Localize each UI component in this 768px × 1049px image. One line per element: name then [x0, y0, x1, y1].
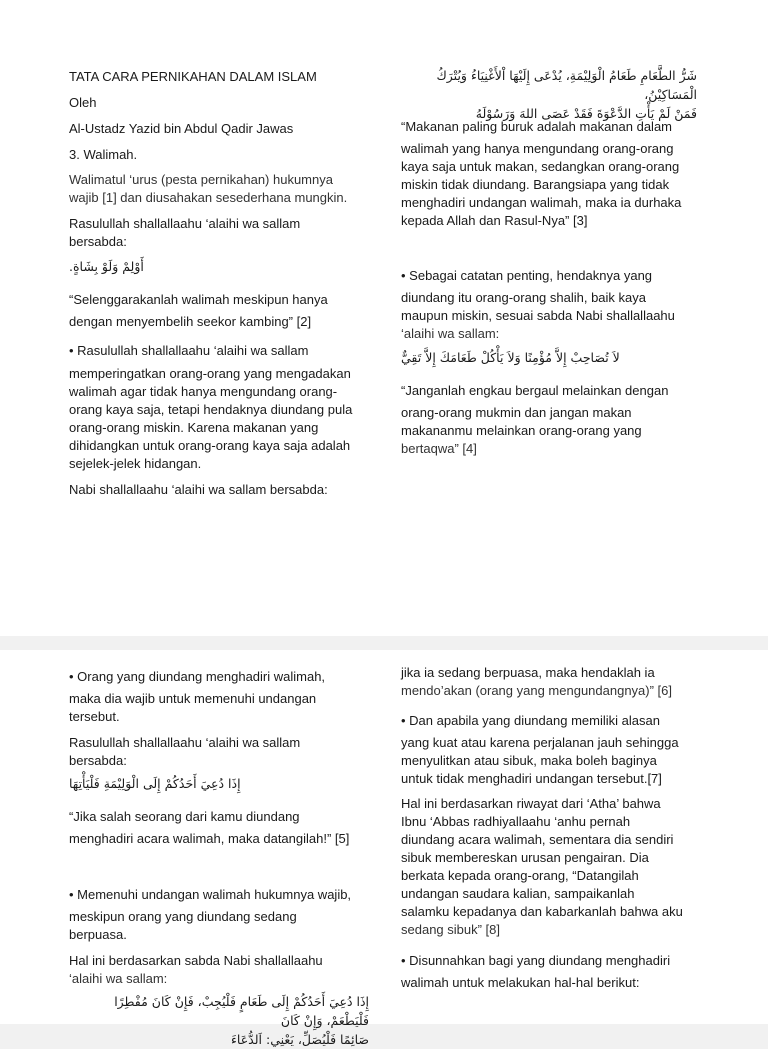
- text-line: salamku kepadanya dan kabarkanlah bahwa aku: [401, 904, 683, 919]
- document-page-bottom: [0, 650, 768, 1047]
- paragraph-rasulullah-bersabda: [69, 215, 300, 251]
- text-line: orang kaya saja, tetapi hendaknya diundang pula: [69, 402, 353, 417]
- bullet-line: • Memenuhi undangan walimah hukumnya wajib,: [69, 887, 352, 902]
- text-line: jika ia sedang berpuasa, maka hendaklah ia: [401, 665, 655, 680]
- bullet-line: • Disunnahkan bagi yang diundang menghadiri: [401, 953, 671, 968]
- text-line: walimah agar tidak hanya mengundang orang-: [69, 384, 338, 399]
- text-line: bersabda:: [69, 234, 127, 249]
- arabic-line: صَائِمًا فَلْيُصَلِّ، يَعْنِي: اَلدُّعَاءَ: [231, 1032, 369, 1047]
- quote-janganlah-bergaul: [401, 382, 668, 458]
- text-line: meskipun orang yang diundang sedang: [69, 909, 297, 924]
- section-heading: 3. Walimah.: [69, 147, 138, 162]
- paragraph-rasulullah-bersabda-2: [69, 734, 300, 770]
- text-line: orang-orang mukmin dan jangan makan: [401, 405, 632, 420]
- text-line: ‘alaihi wa sallam:: [69, 971, 168, 986]
- text-line: sedang sibuk” [8]: [401, 922, 501, 937]
- paragraph-nabi-bersabda: Nabi shallallaahu ‘alaihi wa sallam bersabda:: [69, 482, 328, 497]
- paragraph-jika-berpuasa: [401, 664, 672, 700]
- bullet-walimah-wajib: [69, 886, 351, 944]
- text-line: Rasulullah shallallaahu ‘alaihi wa sallam: [69, 216, 301, 231]
- text-line: makananmu melainkan orang-orang yang: [401, 423, 642, 438]
- text-line: bersabda:: [69, 753, 127, 768]
- arabic-hadith-5: [69, 992, 369, 1049]
- text-line: berpuasa.: [69, 927, 127, 942]
- text-line: Walimatul ‘urus (pesta pernikahan) hukumnya: [69, 172, 333, 187]
- text-line: “Makanan paling buruk adalah makanan dalam: [401, 119, 673, 134]
- text-line: ‘alaihi wa sallam:: [401, 326, 500, 341]
- text-line: orang-orang miskin. Karena makanan yang: [69, 420, 319, 435]
- text-line: walimah yang hanya mengundang orang-orang: [401, 141, 674, 156]
- text-line: menyulitkan atau sibuk, maka boleh baginya: [401, 753, 657, 768]
- paragraph-hal-ini-berdasarkan: [69, 952, 323, 988]
- text-line: Hal ini berdasarkan riwayat dari ‘Atha’ bahwa: [401, 796, 661, 811]
- bullet-catatan-penting: [401, 267, 675, 343]
- text-line: wajib [1] dan diusahakan sesederhana mungkin.: [69, 190, 348, 205]
- text-line: dengan menyembelih seekor kambing” [2]: [69, 314, 312, 329]
- text-line: sibuk membereskan urusan pengairan. Dia: [401, 850, 649, 865]
- text-line: Rasulullah shallallaahu ‘alaihi wa sallam: [69, 735, 301, 750]
- paragraph-walimatul: [69, 171, 347, 207]
- text-line: diundang acara walimah, sementara dia sendiri: [401, 832, 674, 847]
- paragraph-riwayat-atha: [401, 795, 683, 939]
- author-name: Al-Ustadz Yazid bin Abdul Qadir Jawas: [69, 121, 294, 136]
- quote-jika-diundang: [69, 808, 349, 848]
- text-line: maupun miskin, sesuai sabda Nabi shallallaahu: [401, 308, 675, 323]
- quote-walimah-kambing: [69, 289, 328, 333]
- bullet-peringatan-walimah: [69, 342, 352, 473]
- text-line: walimah untuk melakukan hal-hal berikut:: [401, 975, 640, 990]
- bullet-line: • Dan apabila yang diundang memiliki alasan: [401, 713, 660, 728]
- arabic-hadith-3: لاَ تُصَاحِبْ إِلاَّ مُؤْمِنًا وَلاَ يَأْكُلْ طَعَامَكَ إِلاَّ تَقِيٌّ: [401, 350, 620, 365]
- text-line: mendo’akan (orang yang mengundangnya)” [6]: [401, 683, 673, 698]
- quote-makanan-paling-buruk: [401, 118, 681, 230]
- text-line: diundang itu orang-orang shalih, baik kaya: [401, 290, 647, 305]
- text-line: Ibnu ‘Abbas radhiyallaahu ‘anhu pernah: [401, 814, 631, 829]
- arabic-line: إِذَا دُعِيَ أَحَدُكُمْ إِلَى طَعَامٍ فَلْيُجِبْ، فَإِنْ كَانَ مُفْطِرًا فَلْيَطْعَمْ، وَإِنْ كَانَ: [114, 994, 369, 1028]
- text-line: dihidangkan untuk orang-orang kaya saja adalah: [69, 438, 351, 453]
- text-line: “Jika salah seorang dari kamu diundang: [69, 809, 300, 824]
- bullet-line: • Rasulullah shallallaahu ‘alaihi wa sallam: [69, 343, 309, 358]
- text-line: sejelek-jelek hidangan.: [69, 456, 202, 471]
- text-line: kepada Allah dan Rasul-Nya” [3]: [401, 213, 588, 228]
- bullet-line: • Orang yang diundang menghadiri walimah,: [69, 669, 326, 684]
- text-line: untuk tidak menghadiri undangan tersebut.[7]: [401, 771, 662, 786]
- article-title: TATA CARA PERNIKAHAN DALAM ISLAM: [69, 69, 317, 84]
- text-line: yang kuat atau karena perjalanan jauh sehingga: [401, 735, 679, 750]
- text-line: undangan saudara kalian, sampaikanlah: [401, 886, 635, 901]
- text-line: miskin tidak diundang. Barangsiapa yang tidak: [401, 177, 670, 192]
- text-line: Hal ini berdasarkan sabda Nabi shallallaahu: [69, 953, 323, 968]
- text-line: kaya saja untuk makan, sedangkan orang-orang: [401, 159, 680, 174]
- arabic-hadith-2: [401, 66, 697, 123]
- bullet-wajib-memenuhi: [69, 668, 325, 726]
- arabic-line: فَمَنْ لَمْ يَأْتِ الدَّعْوَةَ فَقَدْ عَصَى اللهَ وَرَسُوْلَهُ: [475, 106, 697, 121]
- text-line: menghadiri acara walimah, maka datangilah!” [5]: [69, 831, 350, 846]
- bullet-alasan-kuat: [401, 712, 679, 788]
- text-line: bertaqwa” [4]: [401, 441, 477, 456]
- text-line: “Janganlah engkau bergaul melainkan dengan: [401, 383, 669, 398]
- arabic-hadith-4: إِذَا دُعِيَ أَحَدُكُمْ إِلَى الْوَلِيْمَةِ فَلْيَأْتِهَا: [69, 776, 241, 791]
- text-line: tersebut.: [69, 709, 120, 724]
- text-line: memperingatkan orang-orang yang mengadakan: [69, 366, 351, 381]
- arabic-line: شَرُّ الطَّعَامِ طَعَامُ الْوَلِيْمَةِ، يُدْعَى إِلَيْهَا اْلأَغْنِيَاءُ وَيُتْرَكُ الْمَسَاكِيْنُ،: [436, 68, 697, 102]
- text-line: berkata kepada orang-orang, “Datangilah: [401, 868, 639, 883]
- bullet-disunnahkan: [401, 952, 670, 992]
- text-line: maka dia wajib untuk memenuhi undangan: [69, 691, 317, 706]
- by-label: Oleh: [69, 95, 97, 110]
- text-line: menghadiri undangan walimah, maka ia durhaka: [401, 195, 682, 210]
- bullet-line: • Sebagai catatan penting, hendaknya yang: [401, 268, 653, 283]
- arabic-hadith-1: أَوْلِمْ وَلَوْ بِشَاةٍ.: [69, 259, 144, 274]
- text-line: “Selenggarakanlah walimah meskipun hanya: [69, 292, 328, 307]
